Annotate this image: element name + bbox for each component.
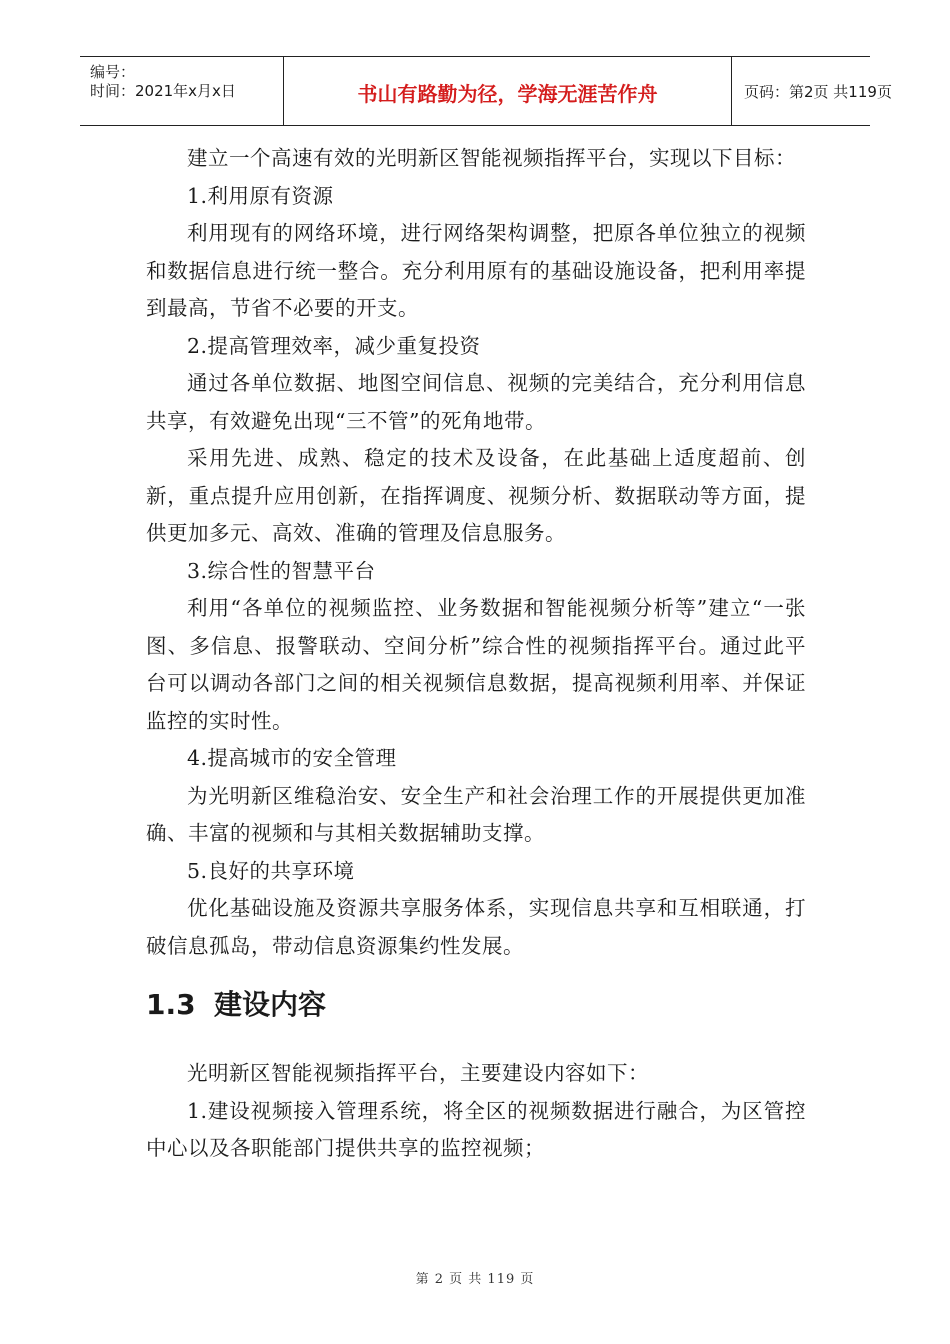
section-title: 建设内容: [214, 988, 327, 1021]
header-page-cell: [730, 57, 892, 125]
body-paragraph: 优化基础设施及资源共享服务体系，实现信息共享和互相联通，打破信息孤岛，带动信息资源集约性发展。: [146, 896, 806, 958]
body-paragraph: 通过各单位数据、地图空间信息、视频的完美结合，充分利用信息共享，有效避免出现“三不管”的死角地带。: [146, 371, 806, 433]
body-paragraph: 为光明新区维稳治安、安全生产和社会治理工作的开展提供更加准确、丰富的视频和与其相关数据辅助支撑。: [146, 783, 806, 845]
page-footer: 第 2 页 共 119 页: [415, 1272, 535, 1287]
header-motto: 书山有路勤为径，学海无涯苦作舟: [357, 82, 658, 106]
body-list-heading: 4.提高城市的安全管理: [187, 746, 397, 770]
body-paragraph: 采用先进、成熟、稳定的技术及设备，在此基础上适度超前、创新，重点提升应用创新，在指挥调度、视频分析、数据联动等方面，提供更加多元、高效、准确的管理及信息服务。: [146, 446, 806, 545]
header-page-info: 页码：第2页 共119页: [744, 83, 892, 101]
body-list-heading: 1.利用原有资源: [187, 183, 334, 208]
section-number: 1.3: [146, 988, 196, 1021]
document-body: [146, 140, 806, 1168]
header-meta-cell: [80, 57, 280, 125]
body-paragraph: 1.建设视频接入管理系统，将全区的视频数据进行融合，为区管控中心以及各职能部门提供共享的监控视频；: [146, 1098, 806, 1160]
body-list-heading: 3.综合性的智慧平台: [187, 558, 376, 583]
page-header: [80, 56, 892, 126]
body-paragraph: 利用“各单位的视频监控、业务数据和智能视频分析等”建立“一张图、多信息、报警联动、空间分析”综合性的视频指挥平台。通过此平台可以调动各部门之间的相关视频信息数据，提高视频利用率、并保证监控的实时性。: [146, 596, 806, 733]
section-heading: [146, 985, 806, 1025]
document-time-label: 时间：2021年x月x日: [90, 82, 236, 100]
body-paragraph: 建立一个高速有效的光明新区智能视频指挥平台，实现以下目标：: [187, 146, 796, 170]
body-list-heading: 2.提高管理效率，减少重复投资: [187, 333, 481, 358]
header-motto-cell: [283, 57, 732, 125]
body-list-heading: 5.良好的共享环境: [187, 858, 355, 883]
document-number-label: 编号：: [90, 63, 136, 81]
body-paragraph: 光明新区智能视频指挥平台，主要建设内容如下：: [187, 1061, 649, 1085]
body-paragraph: 利用现有的网络环境，进行网络架构调整，把原各单位独立的视频和数据信息进行统一整合。充分利用原有的基础设施设备，把利用率提到最高，节省不必要的开支。: [146, 221, 806, 320]
